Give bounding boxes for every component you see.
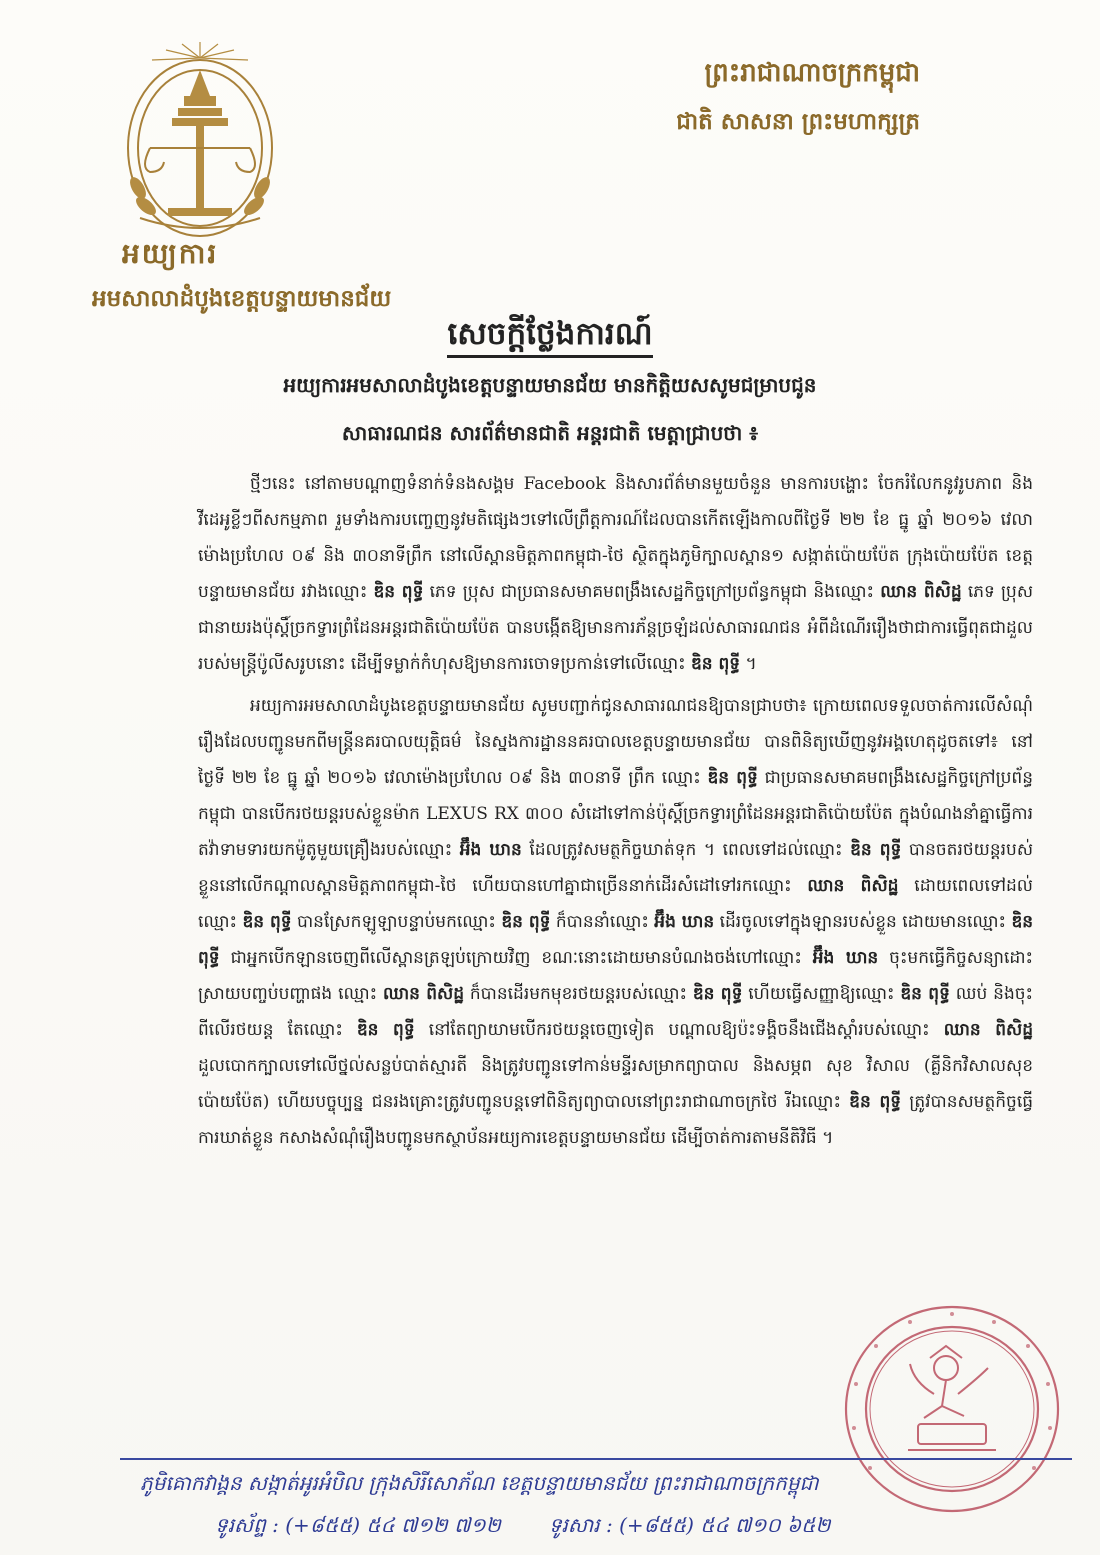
person-name: ឌិន ពុទ្ធី	[692, 984, 743, 1004]
person-name: ឌិន ពុទ្ធី	[707, 768, 758, 788]
person-name: ឌិន ពុទ្ធី	[242, 912, 292, 932]
paragraph-2-part-c: ដែលត្រូវសមត្ថកិច្ចឃាត់ទុក ។ ពេលទៅដល់ឈ្មោះ	[529, 840, 843, 860]
paragraph-1	[198, 466, 1033, 682]
person-name: ឈាន ពិសិដ្ឋ	[943, 1020, 1034, 1040]
prosecutor-emblem-icon	[110, 38, 290, 248]
paragraph-2-part-m: ឈប់ និងចុះពីលើរថយន្ត តែឈ្មោះ	[198, 984, 1034, 1040]
intro-line-2: សាធារណជន សារព័ត៌មានជាតិ អន្តរជាតិ មេត្តាជ្រាបថា ៖	[341, 421, 759, 445]
person-name: ឌិន ពុទ្ធី	[849, 1092, 902, 1112]
organization-full-name: អមសាលាដំបូងខេត្តបន្ទាយមានជ័យ	[92, 285, 392, 312]
footer-address: ភូមិគោកវាង្គន សង្កាត់អូរអំបិល ក្រុងសិរីសោភ័ណ ខេត្តបន្ទាយមានជ័យ ព្រះរាជាណាចក្រកម្ពុជា	[140, 1471, 819, 1495]
paragraph-1-part-a: ថ្មីៗនេះ នៅតាមបណ្តាញទំនាក់ទំនងសង្គម Facebook និងសារព័ត៌មានមួយចំនួន មានការបង្ហោះ ចែករំលែកនូវរូបភាព និងវីដេអូខ្លីៗពីសកម្មភាព រួមទាំងការបញ្ចេញនូវមតិផ្សេងៗទៅលើព្រឹត្តការណ៍ដែលបានកើតឡើងកាលពីថ្ងៃទី ២២ ខែ ធ្នូ ឆ្នាំ ២០១៦ វេលាម៉ោងប្រហែល ០៩ និង ៣០នាទីព្រឹក នៅលើស្ពានមិត្តភាពកម្ពុជា-ថៃ ស្ថិតក្នុងភូមិក្បាលស្ពាន១ សង្កាត់ប៉ោយប៉ែត ក្រុងប៉ោយប៉ែត ខេត្តបន្ទាយមានជ័យ រវាងឈ្មោះ	[198, 474, 1033, 602]
paragraph-2-part-i: ជាអ្នកបើកឡានចេញពីលើស្ពានត្រឡប់ក្រោយវិញ ខណៈនោះដោយមានបំណងចង់ហៅឈ្មោះ	[230, 948, 802, 968]
person-name: ឌិន ពុទ្ធី	[850, 840, 902, 860]
person-name: ឈាន ពិសិដ្ឋ	[880, 582, 962, 602]
statement-body	[198, 466, 1033, 1162]
person-name: ឌិន ពុទ្ធី	[900, 984, 950, 1004]
person-name: អ៊ឹង ឃាន	[459, 840, 522, 860]
footer-fax: ទូរសារ : (+៨៥៥) ៥៤ ៧១០ ៦៥២	[548, 1513, 831, 1537]
intro-line-1: អយ្យការអមសាលាដំបូងខេត្តបន្ទាយមានជ័យ មានកិត្តិយសសូមជម្រាបជូន	[283, 373, 817, 397]
person-name: ឌិន ពុទ្ធី	[501, 912, 551, 932]
document-title-text: សេចក្តីថ្លែងការណ៍	[447, 316, 652, 358]
paragraph-2-part-g: ក៏បាននាំឈ្មោះ	[555, 912, 649, 932]
paragraph-2-part-j: ចុះមកធ្វើកិច្ចសន្យាដោះស្រាយបញ្ចប់បញ្ហាផង ឈ្មោះ	[198, 948, 1034, 1004]
kingdom-name: ព្រះរាជាណាចក្រកម្ពុជា	[704, 58, 920, 88]
paragraph-2-part-b: ជាប្រធានសមាគមពង្រឹងសេដ្ឋកិច្ចក្រៅប្រព័ន្ធកម្ពុជា បានបើករថយន្តរបស់ខ្លួនម៉ាក LEXUS RX ៣០០ សំដៅទៅកាន់ប៉ុស្តិ៍ច្រកទ្វារព្រំដែនអន្តរជាតិប៉ោយប៉ែត ក្នុងបំណងនាំគ្នាធ្វើការតវ៉ាទាមទារយកម៉ូតូមួយគ្រឿងរបស់ឈ្មោះ	[198, 768, 1034, 860]
person-name: ឌិន ពុទ្ធី	[198, 912, 1034, 968]
paragraph-2-part-l: ហើយធ្វើសញ្ញាឱ្យឈ្មោះ	[748, 984, 895, 1004]
person-name: ឌិន ពុទ្ធី	[356, 1020, 415, 1040]
person-name: ឌិន ពុទ្ធី	[373, 582, 424, 602]
person-name: ឌិន ពុទ្ធី	[691, 654, 741, 674]
paragraph-2-part-p: ត្រូវបានសមត្ថកិច្ចធ្វើការឃាត់ខ្លួន កសាងសំណុំរឿងបញ្ជូនមកស្ថាប័នអយ្យការខេត្តបន្ទាយមានជ័យ ដើម្បីចាត់ការតាមនីតិវិធី ។	[198, 1092, 1034, 1148]
paragraph-1-part-b: ភេទ ប្រុស ជាប្រធានសមាគមពង្រឹងសេដ្ឋកិច្ចក្រៅប្រព័ន្ធកម្ពុជា និងឈ្មោះ	[429, 582, 874, 602]
organization-block	[92, 236, 412, 318]
paragraph-2-part-k: ក៏បានដើរមកមុខរថយន្តរបស់ឈ្មោះ	[469, 984, 687, 1004]
kingdom-header	[676, 56, 920, 141]
organization-short-name: អយ្យការ	[122, 237, 219, 270]
paragraph-2-part-h: ដើរចូលទៅក្នុងឡានរបស់ខ្លួន ដោយមានឈ្មោះ	[719, 912, 1007, 932]
document-title	[0, 315, 1100, 360]
paragraph-2-part-d: បានចតរថយន្តរបស់ខ្លួននៅលើកណ្តាលស្ពានមិត្តភាពកម្ពុជា-ថៃ ហើយបានហៅគ្នាជាច្រើននាក់ដើរសំដៅទៅរកឈ្មោះ	[198, 840, 1034, 896]
paragraph-2-part-e: ដោយពេលទៅដល់ ឈ្មោះ	[198, 876, 1033, 932]
footer-divider	[120, 1458, 1072, 1460]
person-name: អ៊ឹង ឃាន	[654, 912, 715, 932]
paragraph-1-part-d: ។	[745, 654, 757, 674]
paragraph-1-part-c: ភេទ ប្រុស ជានាយរងប៉ុស្តិ៍ច្រកទ្វារព្រំដែនអន្តរជាតិប៉ោយប៉ែត បានបង្កើតឱ្យមានការភ័ន្តច្រឡំដល់សាធារណជន អំពីដំណើររឿងថាជាការធ្វើពុតជាដួលរបស់មន្ត្រីប៉ូលីសរូបនោះ ដើម្បីទម្លាក់កំហុសឱ្យមានការចោទប្រកាន់ទៅលើឈ្មោះ	[198, 582, 1034, 674]
person-name: ឈាន ពិសិដ្ឋ	[382, 984, 465, 1004]
footer-contacts	[215, 1512, 1060, 1542]
footer-phone: ទូរស័ព្ទ : (+៨៥៥) ៥៤ ៧១២ ៧១២	[215, 1513, 501, 1537]
person-name: អ៊ឹង ឃាន	[812, 948, 879, 968]
paragraph-2-part-o: ដួលបោកក្បាលទៅលើថ្នល់សន្លប់បាត់ស្មារតី និងត្រូវបញ្ជូនទៅកាន់មន្ទីរសម្រាកព្យាបាល និងសម្ភព សុខ វិសាល (គ្លីនិកវិសាលសុខ ប៉ោយប៉ែត) ហើយបច្ចុប្បន្ន ជនរងគ្រោះត្រូវបញ្ជូនបន្តទៅពិនិត្យព្យាបាលនៅព្រះរាជាណាចក្រថៃ រីឯឈ្មោះ	[198, 1056, 1033, 1112]
person-name: ឈាន ពិសិដ្ឋ	[807, 876, 899, 896]
paragraph-2-part-a: អយ្យការអមសាលាដំបូងខេត្តបន្ទាយមានជ័យ សូមបញ្ជាក់ជូនសាធារណជនឱ្យបានជ្រាបថា៖ ក្រោយពេលទទួលចាត់ការលើសំណុំរឿងដែលបញ្ជូនមកពីមន្ត្រីនគរបាលយុត្តិធម៌ នៃស្នងការដ្ឋាននគរបាលខេត្តបន្ទាយមានជ័យ បានពិនិត្យឃើញនូវអង្គហេតុដូចតទៅ៖ នៅថ្ងៃទី ២២ ខែ ធ្នូ ឆ្នាំ ២០១៦ វេលាម៉ោងប្រហែល ០៩ និង ៣០នាទី ព្រឹក ឈ្មោះ	[198, 696, 1033, 788]
national-motto: ជាតិ សាសនា ព្រះមហាក្សត្រ	[676, 108, 920, 135]
paragraph-2-part-f: បានស្រែកឡូឡាបន្ទាប់មកឈ្មោះ	[297, 912, 496, 932]
paragraph-2	[198, 688, 1033, 1156]
paragraph-2-part-n: នៅតែព្យាយាមបើករថយន្តចេញទៀត បណ្តាលឱ្យប៉ះទង្គិចនឹងជើងស្តាំរបស់ឈ្មោះ	[428, 1020, 930, 1040]
